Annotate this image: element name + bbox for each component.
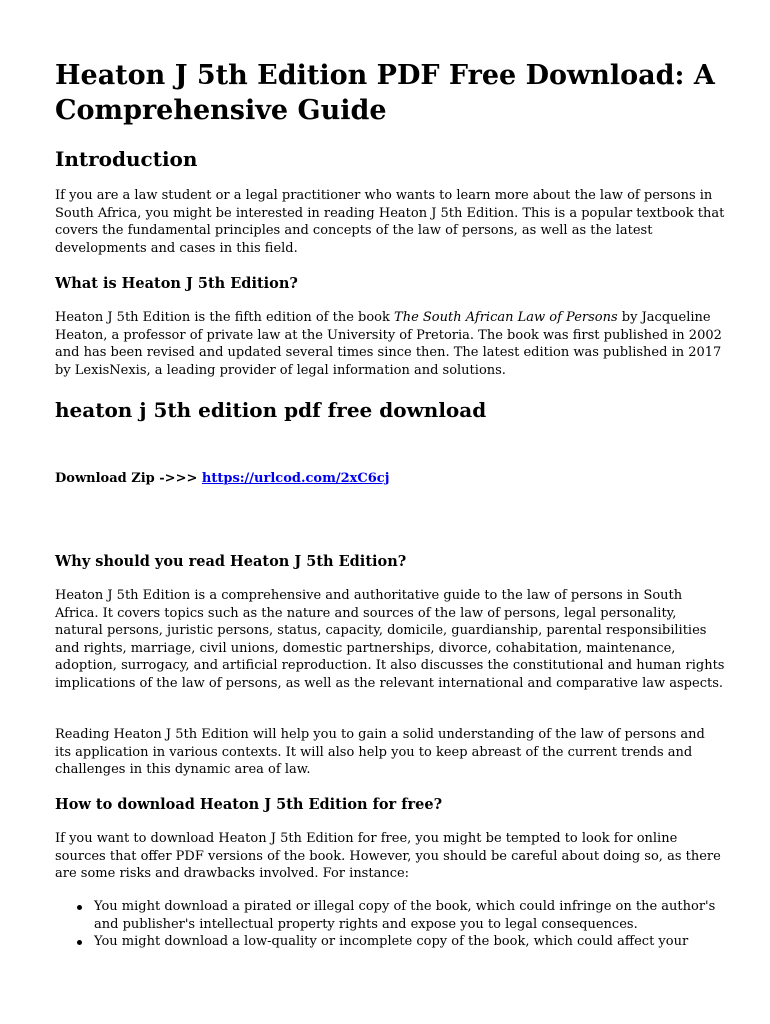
introduction-heading: Introduction <box>55 147 198 171</box>
book-title: The South African Law of Persons <box>394 310 618 325</box>
keyword-heading: heaton j 5th edition pdf free download <box>55 398 487 422</box>
download-label: Download Zip ->>> <box>55 471 202 486</box>
page-title: Heaton J 5th Edition PDF Free Download: A Comprehensive Guide <box>55 60 715 126</box>
list-item-text: You might download a pirated or illegal copy of the book, which could infringe on the author's and publisher's intellectual property rights and expose you to legal consequences. <box>94 899 716 932</box>
what-is-text-start: Heaton J 5th Edition is the fifth edition of the book <box>55 310 395 325</box>
what-is-heading: What is Heaton J 5th Edition? <box>55 275 298 292</box>
what-is-text-end: by Jacqueline Heaton, a professor of private law at the University of Pretoria. The book was first published in 2002 and has been revised and updated several times since then. The latest edition was published in 2017 by LexisNexis, a leading provider of legal information and solutions. <box>55 310 722 378</box>
download-line <box>55 470 725 488</box>
list-item <box>55 898 725 933</box>
bullet-icon <box>77 940 82 945</box>
why-read-heading: Why should you read Heaton J 5th Edition? <box>55 553 407 570</box>
list-item <box>55 933 725 951</box>
introduction-paragraph: If you are a law student or a legal practitioner who wants to learn more about the law of persons in South Africa, you might be interested in reading Heaton J 5th Edition. This is a popular textbook that covers the fundamental principles and concepts of the law of persons, as well as the latest developments and cases in this field. <box>55 188 725 256</box>
how-download-heading: How to download Heaton J 5th Edition for free? <box>55 796 443 813</box>
list-item-text: You might download a low-quality or incomplete copy of the book, which could affect your <box>94 934 689 950</box>
what-is-paragraph <box>55 309 725 379</box>
why-read-paragraph-1: Heaton J 5th Edition is a comprehensive and authoritative guide to the law of persons in South Africa. It covers topics such as the nature and sources of the law of persons, legal personality, natural persons, juristic persons, status, capacity, domicile, guardianship, parental responsibilities and rights, marriage, civil unions, domestic partnerships, divorce, cohabitation, maintenance, adoption, surrogacy, and artificial reproduction. It also discusses the constitutional and human rights implications of the law of persons, as well as the relevant international and comparative law aspects. <box>55 588 725 691</box>
download-link[interactable]: https://urlcod.com/2xC6cj <box>201 471 390 486</box>
how-download-paragraph: If you want to download Heaton J 5th Edition for free, you might be tempted to look for online sources that offer PDF versions of the book. However, you should be careful about doing so, as there are some risks and drawbacks involved. For instance: <box>55 831 721 882</box>
risk-list <box>55 898 725 951</box>
why-read-paragraph-2: Reading Heaton J 5th Edition will help you to gain a solid understanding of the law of persons and its application in various contexts. It will also help you to keep abreast of the current trends and challenges in this dynamic area of law. <box>55 727 705 778</box>
bullet-icon <box>77 905 82 910</box>
